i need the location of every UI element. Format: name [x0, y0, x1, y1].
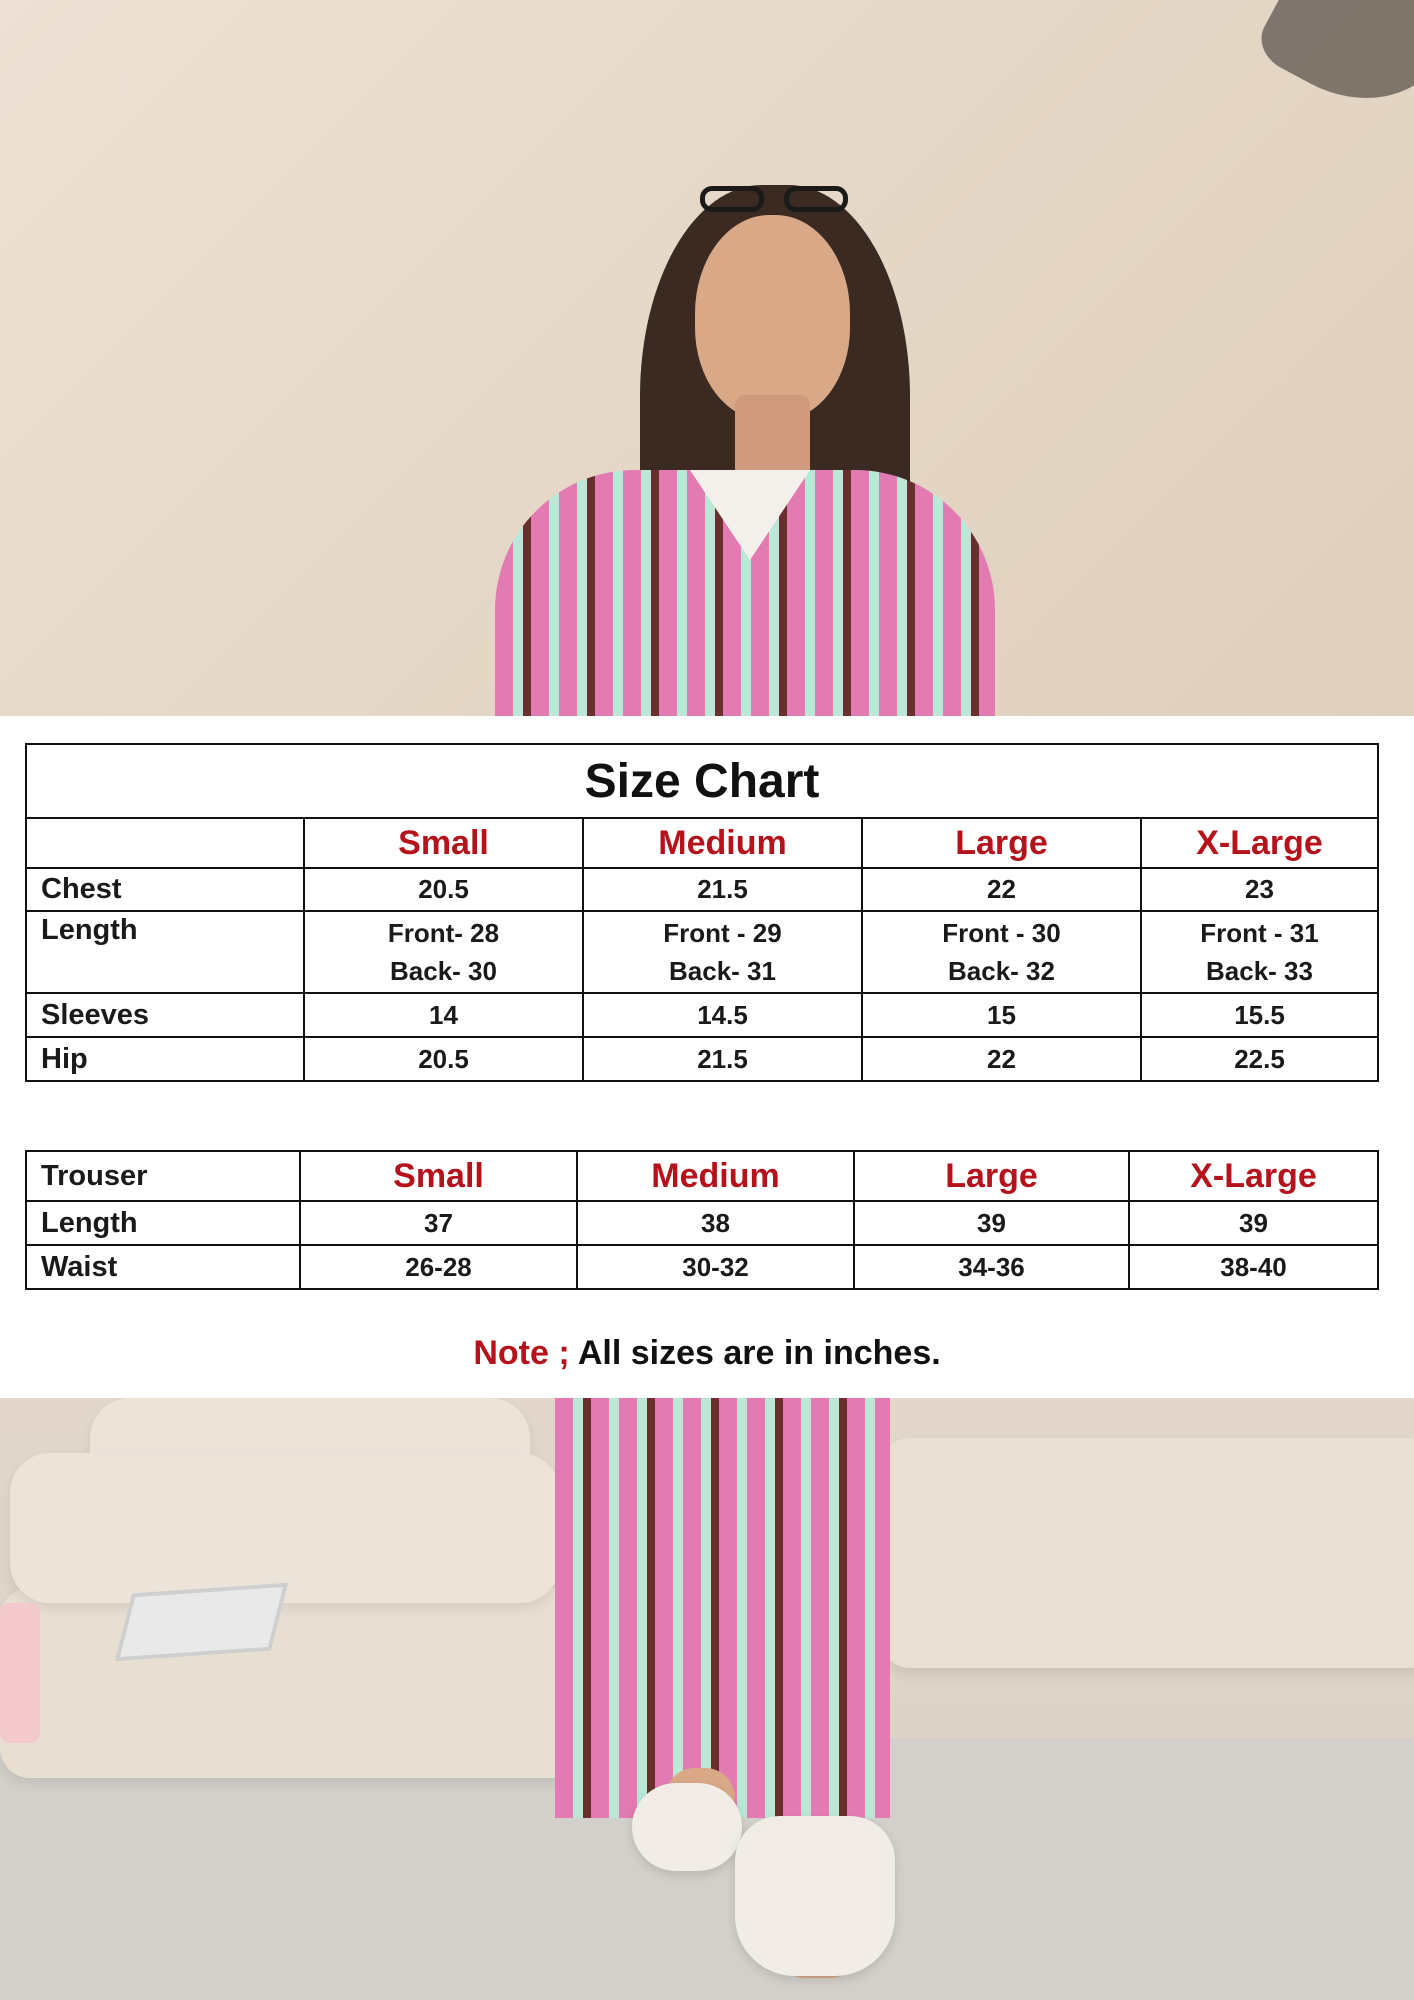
branch-decoration: [1251, 0, 1414, 132]
trouser-header-row: [26, 1151, 1378, 1201]
length-medium: [583, 911, 862, 993]
length-xlarge: [1141, 911, 1378, 993]
hip-xlarge: 22.5: [1141, 1037, 1378, 1081]
trouser-length-large: 39: [854, 1201, 1129, 1245]
row-label-hip: Hip: [26, 1037, 304, 1081]
trouser-size-xlarge: X-Large: [1129, 1151, 1378, 1201]
note-text: All sizes are in inches.: [577, 1334, 941, 1372]
table-row-hip: [26, 1037, 1378, 1081]
trouser-waist-medium: 30-32: [577, 1245, 854, 1289]
length-xlarge-front: Front - 31: [1200, 918, 1319, 948]
hip-medium: 21.5: [583, 1037, 862, 1081]
size-large-header: Large: [862, 818, 1141, 868]
header-empty-cell: [26, 818, 304, 868]
size-chart-title: Size Chart: [26, 744, 1378, 818]
length-medium-front: Front - 29: [663, 918, 782, 948]
model-face: [695, 215, 850, 420]
model-photo-bottom: [0, 1398, 1414, 2000]
size-small-header: Small: [304, 818, 583, 868]
perfume-bottle: [0, 1603, 40, 1743]
pillow-front: [10, 1453, 560, 1603]
trouser-row-length: [26, 1201, 1378, 1245]
trouser-row-waist: [26, 1245, 1378, 1289]
trouser-waist-large: 34-36: [854, 1245, 1129, 1289]
striped-trousers: [555, 1398, 890, 1818]
length-small: [304, 911, 583, 993]
row-label-chest: Chest: [26, 868, 304, 911]
tablet-device: [115, 1583, 288, 1662]
trouser-label-waist: Waist: [26, 1245, 300, 1289]
model-photo-top: [0, 0, 1414, 716]
sleeves-xlarge: 15.5: [1141, 993, 1378, 1037]
trouser-length-medium: 38: [577, 1201, 854, 1245]
size-chart-panel: [0, 716, 1414, 1398]
length-medium-back: Back- 31: [669, 956, 776, 986]
row-label-sleeves: Sleeves: [26, 993, 304, 1037]
trouser-header-label: Trouser: [26, 1151, 300, 1201]
trouser-size-medium: Medium: [577, 1151, 854, 1201]
trouser-waist-xlarge: 38-40: [1129, 1245, 1378, 1289]
table-row-chest: [26, 868, 1378, 911]
floor-cushion-base: [0, 1588, 640, 1778]
size-chart-table: [25, 743, 1379, 1082]
table-row-sleeves: [26, 993, 1378, 1037]
size-header-row: [26, 818, 1378, 868]
trouser-size-large: Large: [854, 1151, 1129, 1201]
length-xlarge-back: Back- 33: [1206, 956, 1313, 986]
length-small-back: Back- 30: [390, 956, 497, 986]
trouser-label-length: Length: [26, 1201, 300, 1245]
note-label: Note ;: [473, 1334, 570, 1372]
length-large-back: Back- 32: [948, 956, 1055, 986]
trouser-waist-small: 26-28: [300, 1245, 577, 1289]
sunglasses-icon: [700, 186, 848, 216]
chest-xlarge: 23: [1141, 868, 1378, 911]
slide-sandal-right: [735, 1816, 895, 1976]
table-row-length: [26, 911, 1378, 993]
length-large-front: Front - 30: [942, 918, 1061, 948]
length-small-front: Front- 28: [387, 918, 500, 948]
hip-small: 20.5: [304, 1037, 583, 1081]
chest-small: 20.5: [304, 868, 583, 911]
length-large: [862, 911, 1141, 993]
sleeves-medium: 14.5: [583, 993, 862, 1037]
trouser-chart-table: [25, 1150, 1379, 1290]
trouser-length-xlarge: 39: [1129, 1201, 1378, 1245]
row-label-length: Length: [26, 911, 304, 993]
size-medium-header: Medium: [583, 818, 862, 868]
sleeves-large: 15: [862, 993, 1141, 1037]
hip-large: 22: [862, 1037, 1141, 1081]
size-xlarge-header: X-Large: [1141, 818, 1378, 868]
trouser-size-small: Small: [300, 1151, 577, 1201]
trouser-length-small: 37: [300, 1201, 577, 1245]
chest-large: 22: [862, 868, 1141, 911]
floor-cushion-right: [880, 1438, 1414, 1668]
measurement-note: [0, 1334, 1414, 1373]
chest-medium: 21.5: [583, 868, 862, 911]
sleeves-small: 14: [304, 993, 583, 1037]
slide-sandal-left: [632, 1783, 742, 1871]
